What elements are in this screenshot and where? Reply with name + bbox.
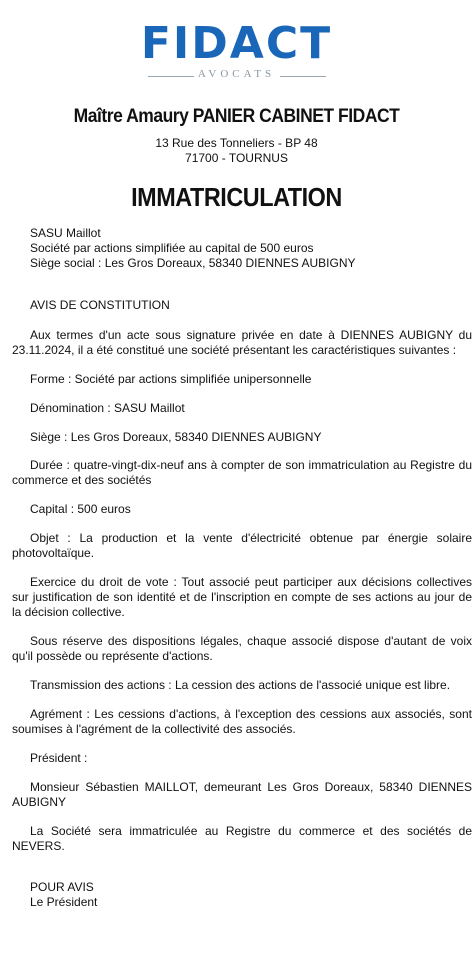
paragraph-vote: Exercice du droit de vote : Tout associé peut participer aux décisions collectives sur justification de son identité et de l'inscription en compte de ses actions au jour de la décision collective.: [12, 575, 472, 619]
notice-title: IMMATRICULATION: [131, 182, 342, 212]
notice-heading: AVIS DE CONSTITUTION: [30, 298, 170, 312]
paragraph-agrement: Agrément : Les cessions d'actions, à l'exception des cessions aux associés, sont soumises à l'agrément de la collectivité des associés.: [12, 707, 472, 736]
paragraph-siege: Siège : Les Gros Doreaux, 58340 DIENNES AUBIGNY: [30, 430, 322, 444]
firm-name: Maître Amaury PANIER CABINET FIDACT: [73, 106, 400, 127]
paragraph-intro: Aux termes d'un acte sous signature privée en date à DIENNES AUBIGNY du 23.11.2024, il a été constitué une société présentant les caractéristiques suivantes :: [12, 328, 472, 357]
president-heading: Président :: [30, 751, 88, 765]
paragraph-objet: Objet : La production et la vente d'électricité obtenue par énergie solaire photovoltaïque.: [12, 531, 472, 560]
paragraph-forme: Forme : Société par actions simplifiée unipersonnelle: [30, 372, 312, 386]
paragraph-capital: Capital : 500 euros: [30, 502, 131, 516]
footer-signatory: Le Président: [30, 895, 98, 909]
logo-subtitle: AVOCATS: [197, 68, 276, 80]
paragraph-transmission: Transmission des actions : La cession des actions de l'associé unique est libre.: [30, 678, 451, 692]
logo-subtitle-row: [0, 68, 473, 84]
firm-address-line2: 71700 - TOURNUS: [185, 151, 288, 165]
paragraph-denomination: Dénomination : SASU Maillot: [30, 401, 185, 415]
company-name: SASU Maillot: [30, 226, 101, 240]
firm-logo: [0, 18, 473, 84]
logo-wordmark: FIDACT: [140, 18, 333, 69]
paragraph-duree: Durée : quatre-vingt-dix-neuf ans à compter de son immatriculation au Registre du commerce et des sociétés: [12, 458, 472, 487]
company-type: Société par actions simplifiée au capital de 500 euros: [30, 241, 314, 255]
paragraph-registration: La Société sera immatriculée au Registre du commerce et des sociétés de NEVERS.: [12, 824, 472, 853]
footer-pour-avis: POUR AVIS: [30, 880, 94, 894]
company-seat: Siège social : Les Gros Doreaux, 58340 DIENNES AUBIGNY: [30, 256, 356, 270]
paragraph-reserve: Sous réserve des dispositions légales, chaque associé dispose d'autant de voix qu'il possède ou représente d'actions.: [12, 634, 472, 663]
paragraph-president: Monsieur Sébastien MAILLOT, demeurant Les Gros Doreaux, 58340 DIENNES AUBIGNY: [12, 780, 472, 809]
logo-divider-right: [280, 76, 326, 77]
firm-address-line1: 13 Rue des Tonneliers - BP 48: [155, 136, 318, 150]
